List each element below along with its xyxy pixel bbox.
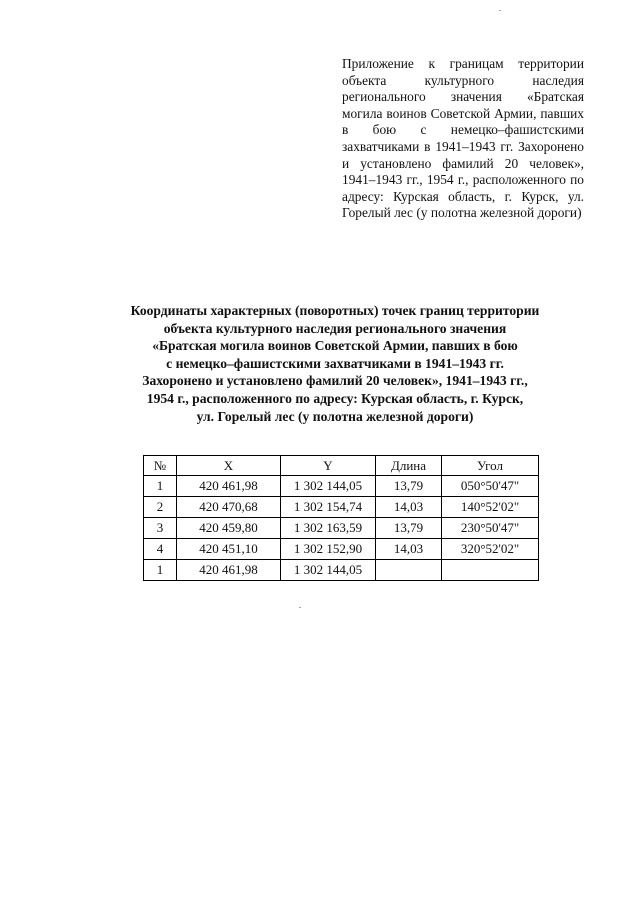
cell-angle: 230°50'47" — [442, 518, 539, 539]
cell-number: 4 — [144, 539, 177, 560]
heading-line: ул. Горелый лес (у полотна железной дороги) — [196, 408, 474, 424]
cell-length: 14,03 — [376, 539, 442, 560]
appendix-note: Приложение к границам территории объекта культурного наследия регионального значения «Братская могила воинов Советской Армии, павших в бою с немецко–фашистскими захватчиками в 1941–1943 гг. Захоронено и установлено фамилий 20 человек», 1941–1943 гг., 1954 г., расположенного по адресу: Курская область, г. Курск, ул. Горелый лес (у полотна железной дороги) — [342, 56, 584, 221]
scan-speck — [299, 607, 301, 608]
cell-number: 1 — [144, 560, 177, 581]
cell-length — [376, 560, 442, 581]
table-row — [144, 518, 539, 539]
heading-line: объекта культурного наследия регионального значения — [163, 320, 507, 336]
column-header-y: Y — [281, 456, 376, 476]
cell-x: 420 451,10 — [177, 539, 281, 560]
cell-angle: 140°52'02" — [442, 497, 539, 518]
column-header-angle: Угол — [442, 456, 539, 476]
table-row — [144, 539, 539, 560]
cell-x: 420 461,98 — [177, 560, 281, 581]
cell-length: 14,03 — [376, 497, 442, 518]
scan-speck — [499, 10, 501, 11]
cell-y: 1 302 163,59 — [281, 518, 376, 539]
cell-y: 1 302 154,74 — [281, 497, 376, 518]
document-heading — [100, 302, 570, 425]
table-row — [144, 560, 539, 581]
cell-angle — [442, 560, 539, 581]
cell-y: 1 302 152,90 — [281, 539, 376, 560]
cell-y: 1 302 144,05 — [281, 476, 376, 497]
table-row — [144, 476, 539, 497]
cell-angle: 050°50'47" — [442, 476, 539, 497]
cell-length: 13,79 — [376, 518, 442, 539]
heading-line: Координаты характерных (поворотных) точек границ территории — [130, 303, 540, 318]
table-header-row — [144, 456, 539, 476]
heading-line: 1954 г., расположенного по адресу: Курская область, г. Курск, — [146, 390, 524, 406]
cell-number: 2 — [144, 497, 177, 518]
heading-line: Захоронено и установлено фамилий 20 человек», 1941–1943 гг., — [142, 373, 528, 389]
heading-line: с немецко–фашистскими захватчиками в 1941–1943 гг. — [166, 355, 504, 371]
cell-x: 420 461,98 — [177, 476, 281, 497]
column-header-x: X — [177, 456, 281, 476]
cell-angle: 320°52'02" — [442, 539, 539, 560]
cell-number: 3 — [144, 518, 177, 539]
cell-number: 1 — [144, 476, 177, 497]
cell-y: 1 302 144,05 — [281, 560, 376, 581]
column-header-length: Длина — [376, 456, 442, 476]
cell-x: 420 470,68 — [177, 497, 281, 518]
coordinates-table — [143, 455, 539, 581]
heading-line: «Братская могила воинов Советской Армии, павших в бою — [152, 338, 518, 354]
column-header-number: № — [144, 456, 177, 476]
cell-x: 420 459,80 — [177, 518, 281, 539]
cell-length: 13,79 — [376, 476, 442, 497]
table-row — [144, 497, 539, 518]
